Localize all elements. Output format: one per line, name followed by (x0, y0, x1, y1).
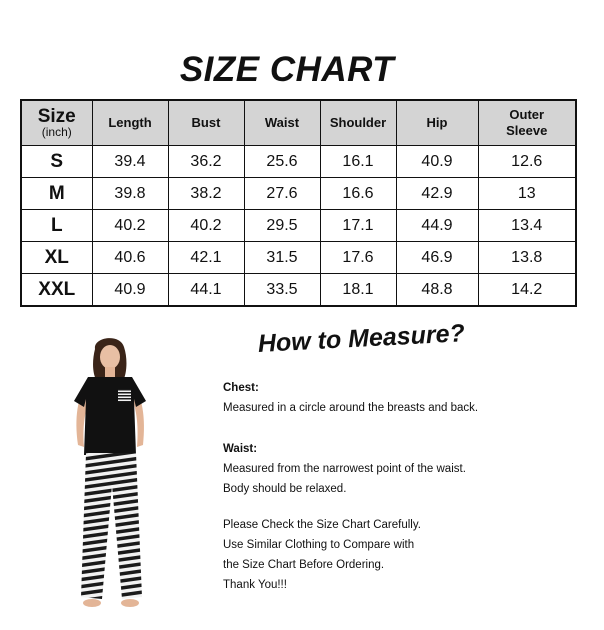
waist-text-line1: Measured from the narrowest point of the waist. (223, 463, 466, 475)
length-cell: 39.8 (92, 178, 168, 210)
shoulder-cell: 17.6 (320, 242, 396, 274)
header-outer-sleeve (478, 100, 576, 146)
waist-text-line2: Body should be relaxed. (223, 483, 347, 495)
sleeve-cell: 14.2 (478, 274, 576, 307)
how-to-measure-title: How to Measure? (257, 319, 466, 358)
header-outer-sleeve-line1: Outer (509, 107, 545, 122)
bust-cell: 42.1 (168, 242, 244, 274)
size-cell: XL (21, 242, 92, 274)
shoulder-cell: 18.1 (320, 274, 396, 307)
note-line: the Size Chart Before Ordering. (223, 559, 385, 571)
size-chart-table (20, 99, 577, 307)
size-cell: S (21, 146, 92, 178)
sleeve-cell: 13.4 (478, 210, 576, 242)
sleeve-cell: 13 (478, 178, 576, 210)
note-line: Please Check the Size Chart Carefully. (223, 519, 421, 531)
shoulder-cell: 17.1 (320, 210, 396, 242)
bust-cell: 40.2 (168, 210, 244, 242)
table-row (21, 274, 576, 307)
header-length: Length (92, 100, 168, 146)
table-row (21, 242, 576, 274)
waist-cell: 27.6 (244, 178, 320, 210)
bust-cell: 44.1 (168, 274, 244, 307)
table-row (21, 210, 576, 242)
table-row (21, 178, 576, 210)
shoulder-cell: 16.1 (320, 146, 396, 178)
notes-section (223, 515, 421, 595)
hip-cell: 48.8 (396, 274, 478, 307)
note-line: Thank You!!! (223, 579, 287, 591)
chest-section (223, 378, 478, 418)
waist-section (223, 439, 466, 499)
hip-cell: 40.9 (396, 146, 478, 178)
shoulder-cell: 16.6 (320, 178, 396, 210)
waist-cell: 29.5 (244, 210, 320, 242)
waist-heading: Waist: (223, 443, 258, 455)
model-image (48, 335, 178, 615)
size-cell: M (21, 178, 92, 210)
chest-text: Measured in a circle around the breasts and back. (223, 402, 479, 414)
hip-cell: 44.9 (396, 210, 478, 242)
hip-cell: 42.9 (396, 178, 478, 210)
size-cell: L (21, 210, 92, 242)
waist-cell: 25.6 (244, 146, 320, 178)
header-shoulder: Shoulder (320, 100, 396, 146)
sleeve-cell: 13.8 (478, 242, 576, 274)
table-row (21, 146, 576, 178)
length-cell: 40.2 (92, 210, 168, 242)
header-size-unit: (inch) (41, 125, 72, 139)
chest-heading: Chest: (223, 382, 259, 394)
waist-cell: 33.5 (244, 274, 320, 307)
header-size (21, 100, 92, 146)
size-cell: XXL (21, 274, 92, 307)
bust-cell: 36.2 (168, 146, 244, 178)
sleeve-cell: 12.6 (478, 146, 576, 178)
hip-cell: 46.9 (396, 242, 478, 274)
header-bust: Bust (168, 100, 244, 146)
header-size-label: Size (37, 106, 76, 127)
header-outer-sleeve-line2: Sleeve (506, 123, 548, 138)
waist-cell: 31.5 (244, 242, 320, 274)
note-line: Use Similar Clothing to Compare with (223, 539, 415, 551)
header-hip: Hip (396, 100, 478, 146)
table-header-row (21, 100, 576, 146)
size-chart-title: SIZE CHART (179, 50, 395, 89)
length-cell: 39.4 (92, 146, 168, 178)
length-cell: 40.9 (92, 274, 168, 307)
length-cell: 40.6 (92, 242, 168, 274)
header-waist: Waist (244, 100, 320, 146)
bust-cell: 38.2 (168, 178, 244, 210)
